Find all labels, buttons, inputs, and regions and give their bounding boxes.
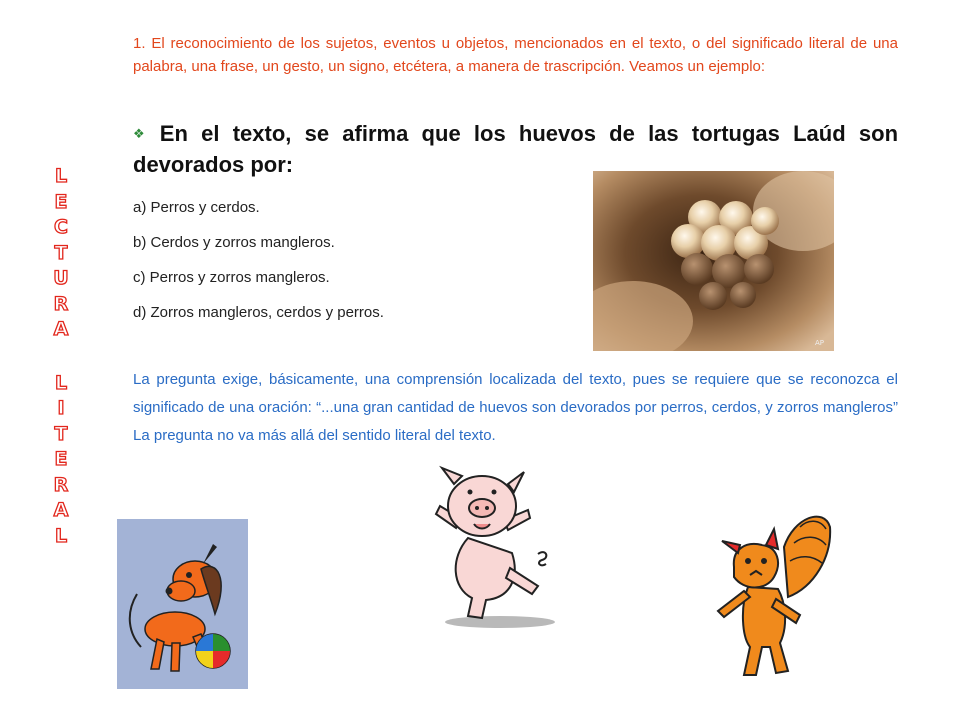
title-letter: L xyxy=(54,524,68,547)
title-letter: T xyxy=(54,241,68,264)
dancing-pig-clipart xyxy=(420,458,560,630)
answer-options xyxy=(133,190,384,330)
fox-clipart xyxy=(704,507,832,679)
title-letter: A xyxy=(53,318,69,340)
title-letter: R xyxy=(53,292,69,315)
dog-with-ball-clipart xyxy=(117,519,248,689)
title-letter: A xyxy=(53,499,69,521)
intro-paragraph: 1. El reconocimiento de los sujetos, eventos u objetos, mencionados en el texto, o del significado literal de una palabra, una frase, un gesto, un signo, etcétera, a manera de trascripción. Veamos un ejemplo: xyxy=(133,35,898,75)
diamond-bullet-icon: ❖ xyxy=(133,126,152,141)
title-letter: U xyxy=(53,267,69,289)
title-letter: L xyxy=(54,165,68,187)
title-letter: T xyxy=(54,422,68,445)
question-text: En el texto, se afirma que los huevos de las tortugas Laúd son devorados por: xyxy=(133,121,899,177)
title-letter: L xyxy=(54,371,68,394)
svg-text:AP: AP xyxy=(815,339,825,347)
title-letter: C xyxy=(54,216,68,238)
title-letter: I xyxy=(57,397,65,419)
option-d: d) Zorros mangleros, cerdos y perros. xyxy=(133,304,384,321)
turtle-eggs-photo xyxy=(593,171,834,351)
title-letter: E xyxy=(54,190,68,213)
option-b: b) Cerdos y zorros mangleros. xyxy=(133,234,335,251)
title-letter: R xyxy=(53,473,69,496)
explanation-paragraph: La pregunta exige, básicamente, una comprensión localizada del texto, pues se requiere que se reconozca el significado de una oración: “...una gran cantidad de huevos son devorados por perros, cerdos, y zorros mangleros” La pregunta no va más allá del sentido literal del texto. xyxy=(133,371,898,444)
title-letter: E xyxy=(54,448,68,470)
vertical-title xyxy=(48,164,74,549)
option-a: a) Perros y cerdos. xyxy=(133,199,260,216)
option-c: c) Perros y zorros mangleros. xyxy=(133,269,330,286)
